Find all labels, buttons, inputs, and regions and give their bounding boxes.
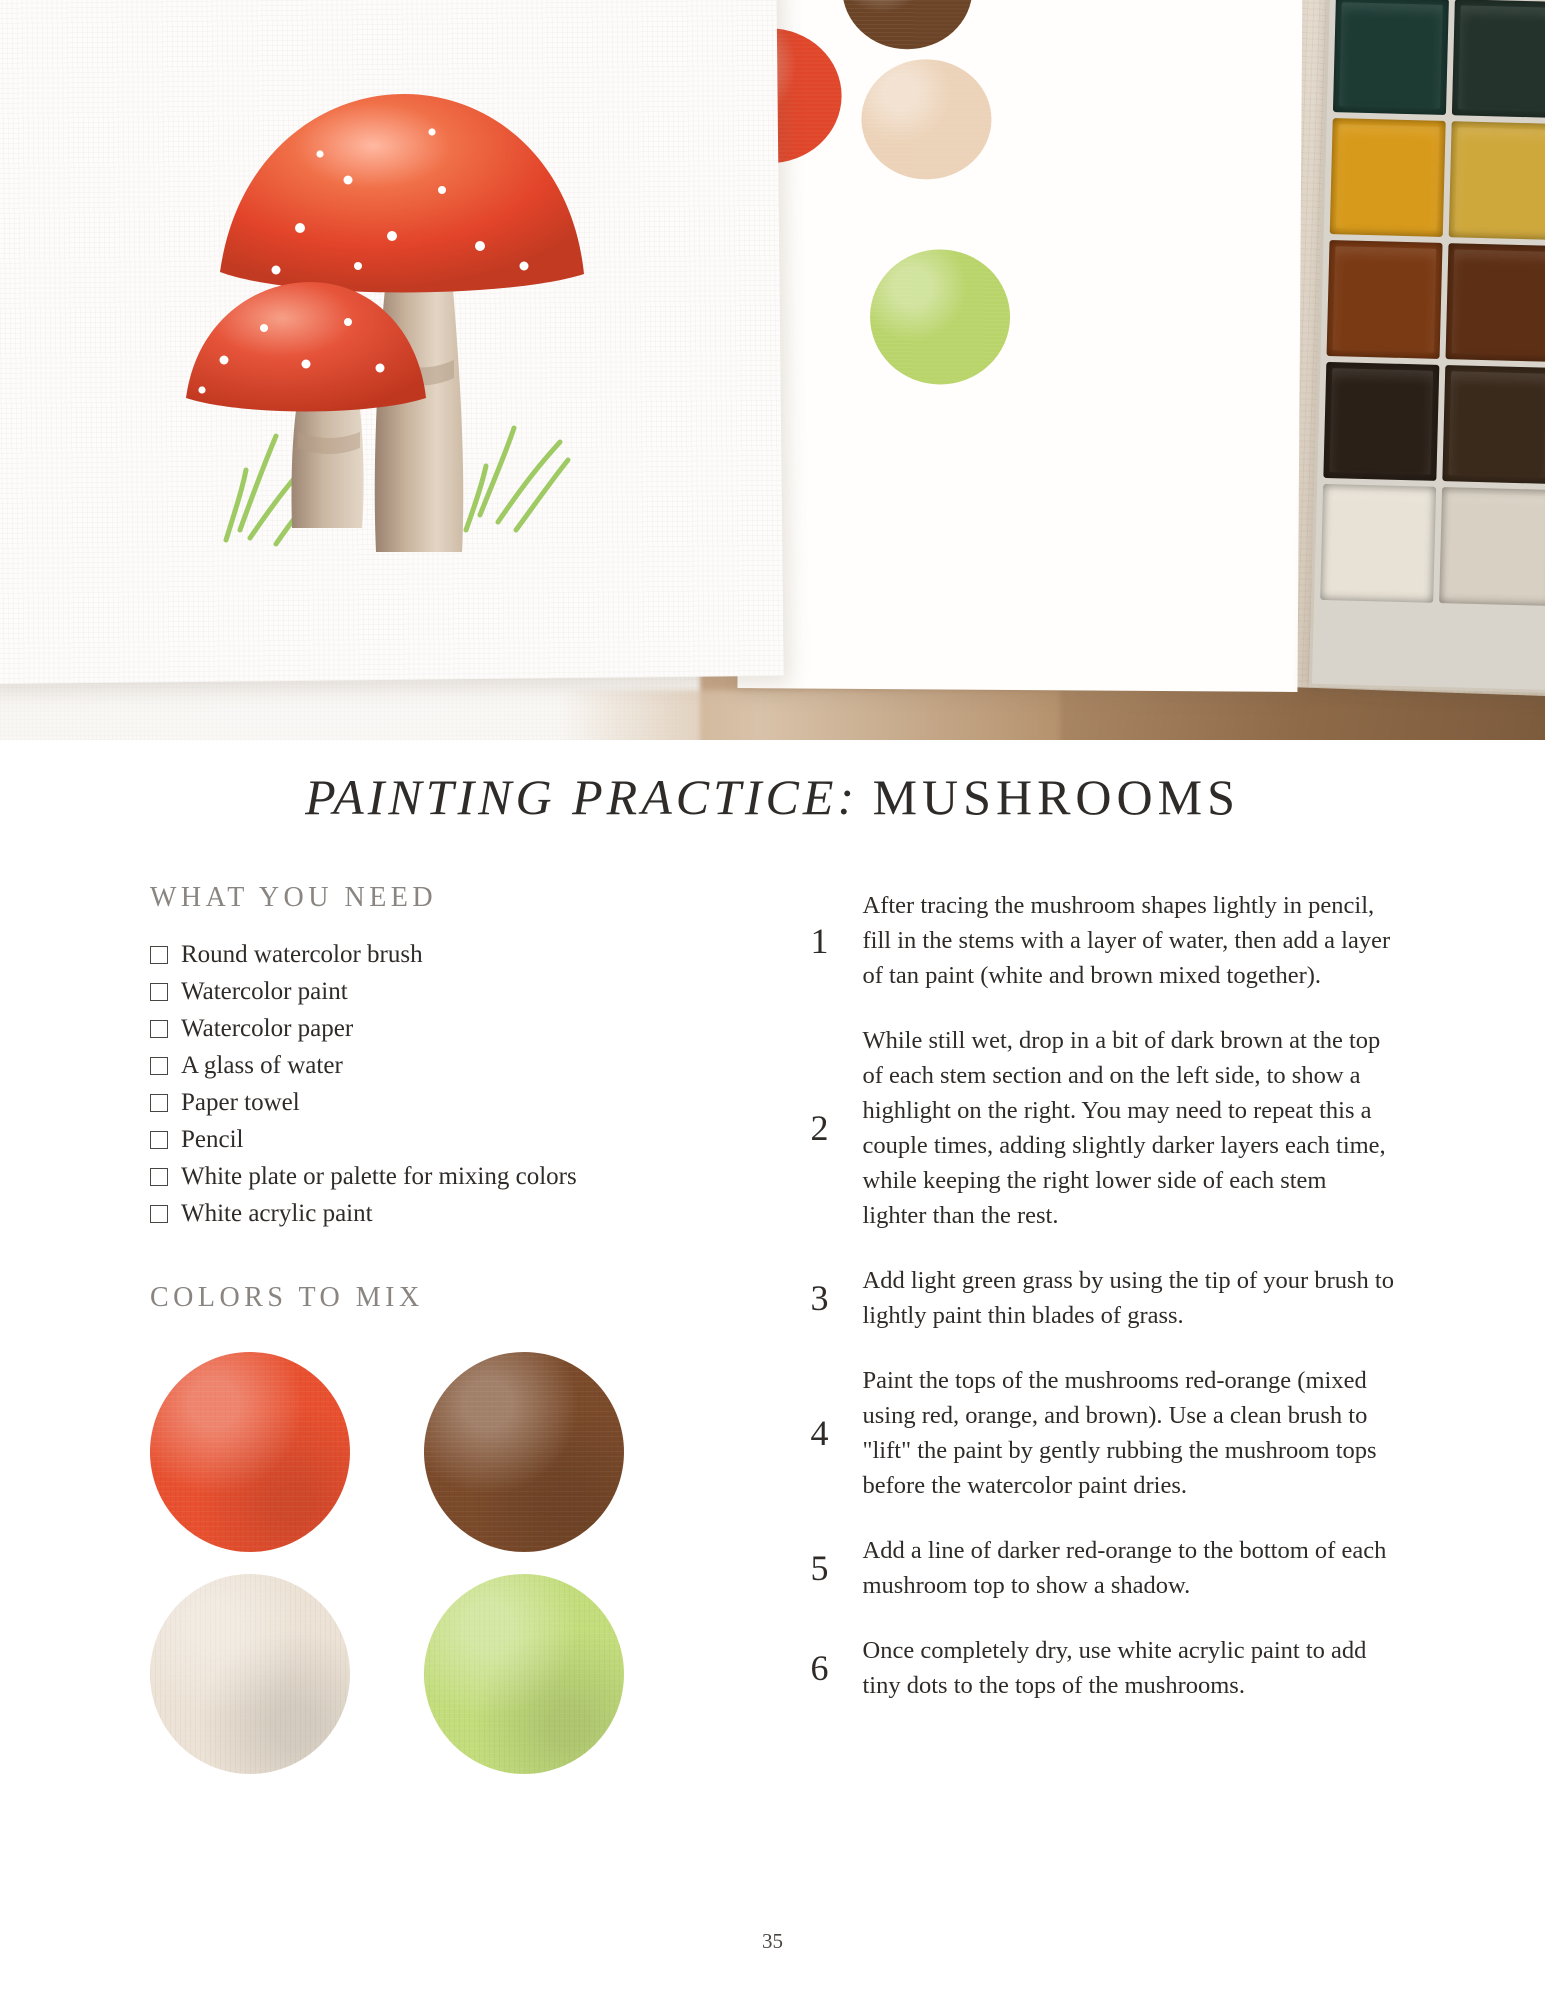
step-number: 2 [810,1108,829,1148]
swatch-texture [424,1574,624,1774]
page-content [0,740,1545,2000]
left-column [150,882,743,1774]
desk-surface-secondary [560,690,1060,740]
blob-texture [842,0,973,50]
step-item [803,1533,1396,1603]
blob-texture [861,59,992,180]
page-number: 35 [762,1929,783,1953]
palette-pan [1323,362,1439,481]
light-green-swatch [424,1574,624,1774]
checkbox-icon[interactable] [150,983,168,1001]
list-item [150,1195,743,1232]
step-text: Add light green grass by using the tip of your brush to lightly paint thin blades of grass. [862,1267,1394,1329]
step-text: While still wet, drop in a bit of dark brown at the top of each stem section and on the left side, to show a highlight on the right. You may need to repeat this a couple times, adding slightly darker layers each time, while keeping the right lower side of each stem lighter than the rest. [862,1027,1386,1229]
page-title-italic: PAINTING PRACTICE: [305,769,859,825]
list-item-label: A glass of water [181,1052,343,1079]
step-text: Add a line of darker red-orange to the bottom of each mushroom top to show a shadow. [862,1537,1387,1599]
page-title [0,740,1545,826]
colors-to-mix-heading: COLORS TO MIX [150,1282,424,1313]
checkbox-icon[interactable] [150,1205,168,1223]
brown-swatch [424,1352,624,1552]
big-mushroom-cap [220,94,584,293]
checkbox-icon[interactable] [150,1057,168,1075]
mushroom-illustration [180,60,740,620]
list-item-label: Round watercolor brush [181,941,423,968]
palette-pan [1452,0,1545,118]
step-item [803,1263,1396,1333]
light-green-dot [870,249,1011,385]
swatch-texture [150,1352,350,1552]
swatch-paper-sheet [737,0,1302,692]
dark-brown-dot [842,0,973,50]
watercolor-palette [1309,0,1545,693]
step-item [803,1633,1396,1703]
color-swatch-grid [150,1352,743,1774]
step-number: 3 [810,1278,829,1318]
palette-pan [1333,0,1449,115]
list-item-label: White plate or palette for mixing colors [181,1163,577,1190]
list-item [150,936,743,973]
palette-pan [1327,240,1443,359]
red-orange-swatch [150,1352,350,1552]
header-photo [0,0,1545,740]
list-item-label: Watercolor paint [181,978,348,1005]
list-item-label: Paper towel [181,1089,300,1116]
tan-dot [861,59,992,180]
palette-pan [1320,484,1436,603]
step-number: 5 [810,1548,829,1588]
checkbox-icon[interactable] [150,1168,168,1186]
list-item [150,973,743,1010]
checkbox-icon[interactable] [150,1094,168,1112]
blob-texture [870,249,1011,385]
steps-list [803,888,1396,1703]
palette-pan [1330,118,1446,237]
step-text: After tracing the mushroom shapes lightly in pencil, fill in the stems with a layer of water, then add a layer of tan paint (white and brown mixed together). [862,892,1391,989]
list-item [150,1158,743,1195]
step-text: Once completely dry, use white acrylic paint to add tiny dots to the tops of the mushrooms. [862,1637,1367,1699]
palette-pan [1439,487,1545,606]
list-item [150,1010,743,1047]
cream-swatch [150,1574,350,1774]
step-item [803,1023,1396,1233]
what-you-need-heading: WHAT YOU NEED [150,882,438,913]
list-item-label: Pencil [181,1126,244,1153]
step-number: 1 [810,920,829,961]
step-item [803,1363,1396,1503]
step-item [803,888,1396,993]
supplies-list [150,936,743,1232]
step-number: 4 [810,1413,829,1453]
page-title-roman: MUSHROOMS [872,769,1240,825]
swatch-texture [150,1574,350,1774]
palette-pan [1449,121,1545,240]
list-item [150,1047,743,1084]
two-column-layout [0,826,1545,1774]
step-text: Paint the tops of the mushrooms red-orange (mixed using red, orange, and brown). Use a clean brush to "lift" the paint by gently rubbing the mushroom tops before the watercolor paint dries. [862,1367,1377,1499]
palette-pan [1446,243,1545,362]
checkbox-icon[interactable] [150,1020,168,1038]
checkbox-icon[interactable] [150,1131,168,1149]
swatch-texture [424,1352,624,1552]
list-item-label: Watercolor paper [181,1015,354,1042]
step-number: 6 [810,1648,829,1688]
palette-pan [1442,365,1545,484]
list-item-label: White acrylic paint [181,1200,373,1227]
right-column [803,882,1396,1774]
list-item [150,1121,743,1158]
list-item [150,1084,743,1121]
checkbox-icon[interactable] [150,946,168,964]
